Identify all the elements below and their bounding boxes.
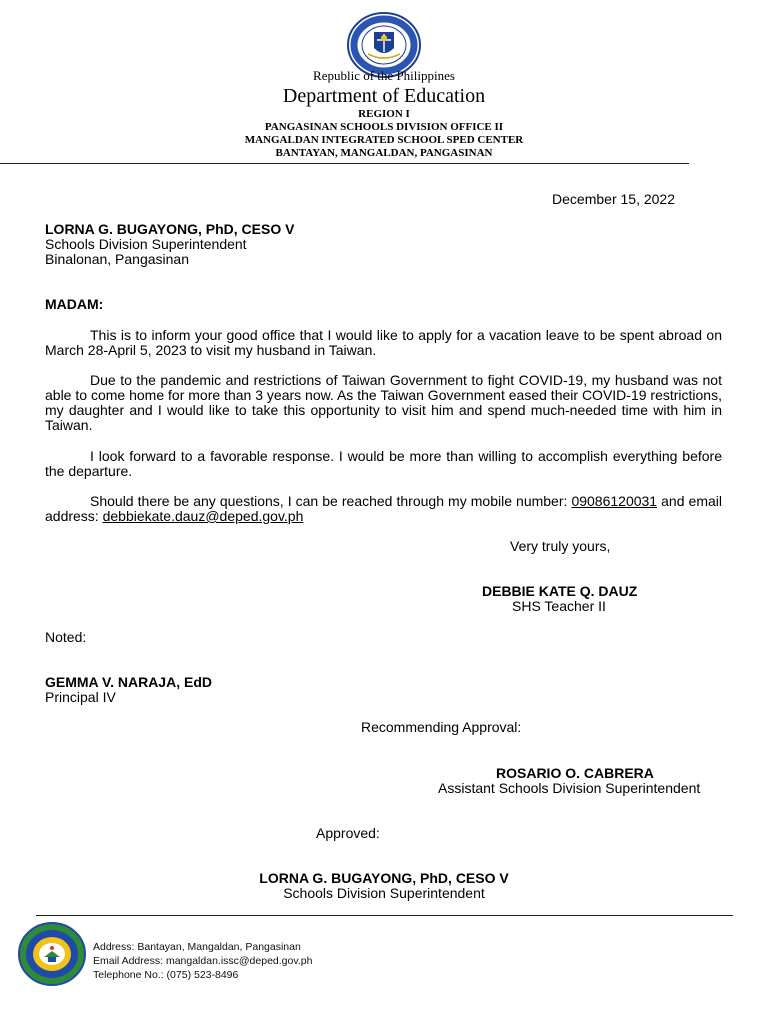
- recipient-title: Schools Division Superintendent: [45, 236, 247, 252]
- paragraph-1: This is to inform your good office that I would like to apply for a vacation leave to be spent abroad on March 28-April 5, 2023 to visit my husband in Taiwan.: [45, 327, 722, 358]
- approved-name: LORNA G. BUGAYONG, PhD, CESO V: [259, 870, 509, 886]
- paragraph-4-mid: and email address:: [45, 493, 722, 524]
- noted-name: GEMMA V. NARAJA, EdD: [45, 674, 212, 690]
- approved-label: Approved:: [316, 825, 380, 841]
- footer-address: Address: Bantayan, Mangaldan, Pangasinan: [93, 941, 301, 953]
- footer-phone: Telephone No.: (075) 523-8496: [93, 969, 239, 981]
- approved-title: Schools Division Superintendent: [283, 885, 485, 901]
- paragraph-4: [45, 494, 722, 524]
- noted-label: Noted:: [45, 629, 87, 645]
- email-address: debbiekate.dauz@deped.gov.ph: [102, 508, 304, 524]
- footer-email: Email Address: mangaldan.issc@deped.gov.ph: [93, 955, 313, 967]
- footer-divider: [36, 915, 733, 916]
- header-divider: [0, 163, 689, 164]
- header-address: BANTAYAN, MANGALDAN, PANGASINAN: [275, 147, 493, 159]
- school-seal-logo: [17, 921, 87, 987]
- recommending-title: Assistant Schools Division Superintendent: [438, 780, 701, 796]
- paragraph-4-intro: Should there be any questions, I can be reached through my mobile number:: [90, 493, 568, 509]
- header-school: MANGALDAN INTEGRATED SCHOOL SPED CENTER: [244, 134, 524, 146]
- header-department: Department of Education: [282, 85, 486, 107]
- paragraph-3: I look forward to a favorable response. I would be more than willing to accomplish everything before the departure.: [45, 448, 722, 479]
- salutation: MADAM:: [45, 296, 104, 312]
- header-republic: Republic of the Philippines: [313, 68, 455, 83]
- closing: Very truly yours,: [510, 538, 611, 554]
- recipient-location: Binalonan, Pangasinan: [45, 251, 190, 267]
- header-region: REGION I: [358, 108, 410, 120]
- paragraph-2: Due to the pandemic and restrictions of Taiwan Government to fight COVID-19, my husband was not able to come home for more than 3 years now. As the Taiwan Government eased their COVID-19 restrictions, my daughter and I would like to take this opportunity to visit him and spend much-needed time with him in Taiwan.: [45, 372, 722, 433]
- sender-title: SHS Teacher II: [512, 598, 606, 614]
- noted-title: Principal IV: [45, 689, 116, 705]
- header-division: PANGASINAN SCHOOLS DIVISION OFFICE II: [264, 121, 504, 133]
- letter-date: December 15, 2022: [552, 191, 675, 207]
- sender-name: DEBBIE KATE Q. DAUZ: [482, 583, 638, 599]
- recommending-name: ROSARIO O. CABRERA: [496, 765, 654, 781]
- recommending-label: Recommending Approval:: [361, 719, 522, 735]
- mobile-number: 09086120031: [571, 493, 658, 509]
- recipient-name: LORNA G. BUGAYONG, PhD, CESO V: [45, 221, 295, 237]
